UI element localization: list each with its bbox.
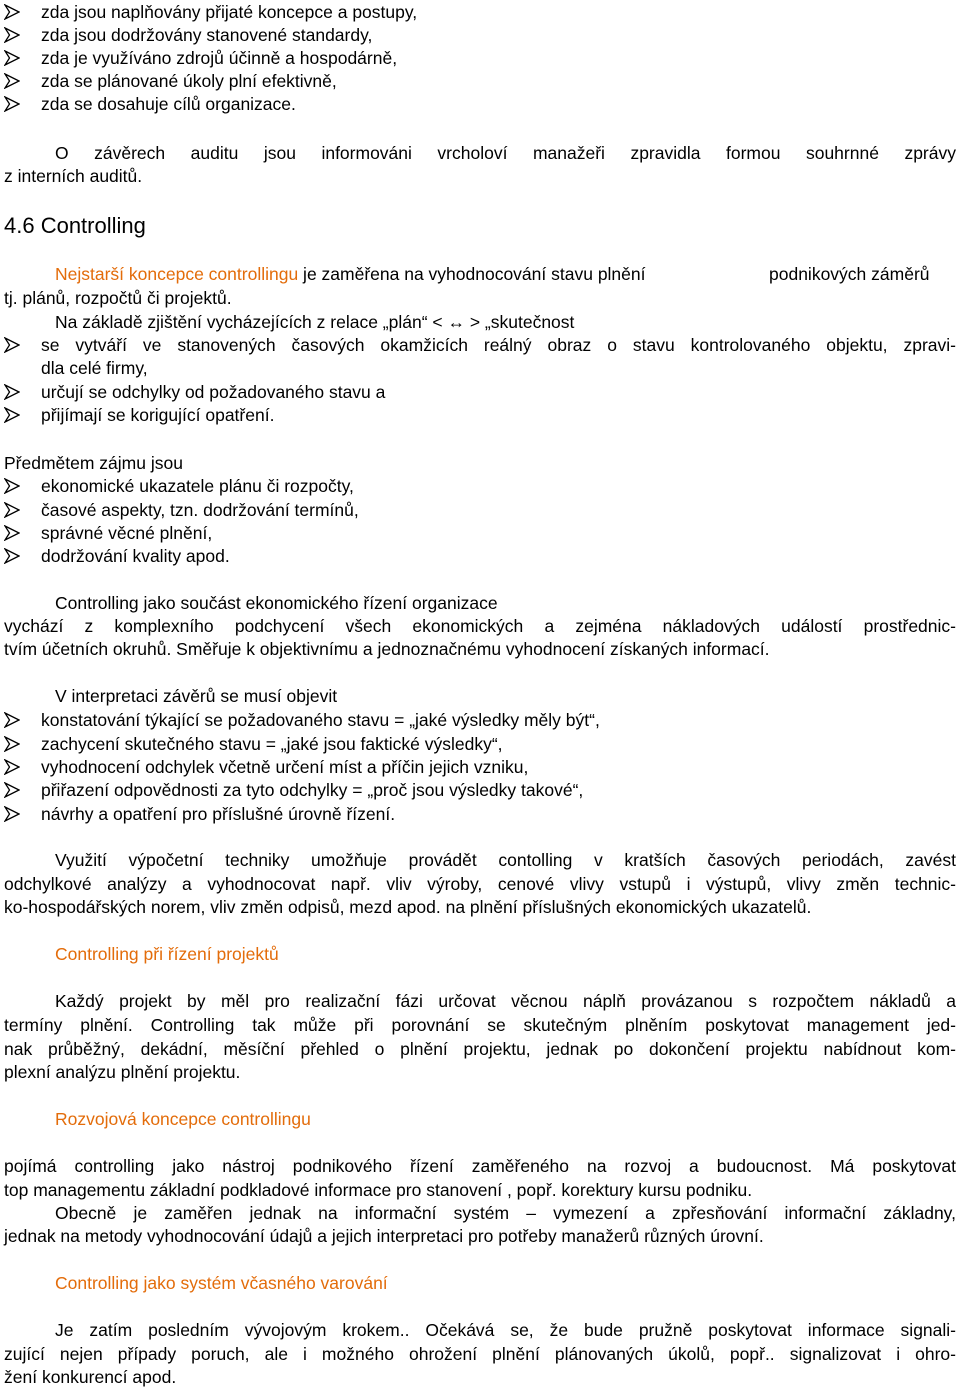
arrow-bullet-icon [4,759,20,775]
list-item: zda se plánované úkoly plní efektivně, [41,71,337,91]
list-item: správné věcné plnění, [41,523,213,543]
list-item: přiřazení odpovědnosti za tyto odchylky = „proč jsou výsledky takové“, [41,780,584,800]
subject-heading: Předmětem zájmu jsou [4,453,183,473]
arrow-bullet-icon [4,407,20,423]
list-item: určují se odchylky od požadovaného stavu a [41,382,386,402]
development-paragraph-line: top managementu základní podkladové informace pro stanovení , popř. korektury kursu podniku. [4,1180,753,1200]
development-heading: Rozvojová koncepce controllingu [55,1109,311,1129]
computing-paragraph-line: Využití výpočetní techniky umožňuje provádět contolling v kratších časových periodách, zavést [55,850,956,870]
arrow-bullet-icon [4,73,20,89]
projects-paragraph-line: Každý projekt by měl pro realizační fázi určovat věcnou náplň provázanou s rozpočtem nákladů a [55,991,956,1011]
list-item: přijímají se korigující opatření. [41,405,275,425]
concept-paragraph-line: Na základě zjištění vycházejících z relace „plán“ < ↔ > „skutečnost [55,312,575,332]
computing-paragraph-line: ko-hospodářských norem, vliv změn odpisů, mezd apod. na plnění příslušných ekonomických ukazatelů. [4,897,812,917]
development-paragraph-line: jednak na metody vyhodnocování údajů a jejich interpretaci pro potřeby manažerů různých úrovní. [4,1226,764,1246]
list-item: zachycení skutečného stavu = „jaké jsou faktické výsledky“, [41,734,503,754]
list-item: konstatování týkající se požadovaného stavu = „jaké výsledky měly být“, [41,710,600,730]
arrow-bullet-icon [4,337,20,353]
projects-paragraph-line: termíny plnění. Controlling tak může při porovnání se skutečným plněním poskytovat management jed- [4,1015,956,1035]
arrow-bullet-icon [4,502,20,518]
concept-paragraph-line [55,266,646,284]
arrow-bullet-icon [4,782,20,798]
arrow-bullet-icon [4,548,20,564]
list-item: zda je využíváno zdrojů účinně a hospodárně, [41,48,398,68]
arrow-bullet-icon [4,736,20,752]
list-item: se vytváří ve stanovených časových okamžicích reálný obraz o stavu kontrolovaného objektu, zpravi- [41,335,956,355]
warning-paragraph-line: Je zatím posledním vývojovým krokem.. Očekává se, že bude pružně poskytovat informace signali- [55,1320,956,1340]
arrow-bullet-icon [4,27,20,43]
arrow-bullet-icon [4,384,20,400]
concept-text: je zaměřena na vyhodnocování stavu plnění [298,264,646,284]
audit-paragraph-line: O závěrech auditu jsou informováni vrcholoví manažeři zpravidla formou souhrnné zprávy [55,143,956,163]
list-item: zda se dosahuje cílů organizace. [41,94,296,114]
concept-text-end: podnikových záměrů [769,264,930,284]
warning-heading: Controlling jako systém včasného varování [55,1273,388,1293]
concept-paragraph-line: tj. plánů, rozpočtů či projektů. [4,288,232,308]
controlling-part-line: tvím účetních okruhů. Směřuje k objektivnímu a jednoznačnému vyhodnocení získaných informací. [4,639,770,659]
audit-paragraph-line: z interních auditů. [4,166,143,186]
arrow-bullet-icon [4,50,20,66]
arrow-bullet-icon [4,478,20,494]
list-item: zda jsou naplňovány přijaté koncepce a postupy, [41,2,418,22]
concept-highlight: Nejstarší koncepce controllingu [55,264,299,284]
computing-paragraph-line: odchylkové analýzy a vyhodnocovat např. vliv výroby, cenové vlivy vstupů i výstupů, vlivy změn technic- [4,874,956,894]
controlling-part-heading: Controlling jako součást ekonomického řízení organizace [55,593,498,613]
list-item: dodržování kvality apod. [41,546,230,566]
arrow-bullet-icon [4,712,20,728]
projects-paragraph-line: plexní analýzu plnění projektu. [4,1062,241,1082]
controlling-part-line: vychází z komplexního podchycení všech ekonomických a zejména nákladových událostí prostřednic- [4,616,956,636]
list-item-continuation: dla celé firmy, [41,358,148,378]
projects-heading: Controlling při řízení projektů [55,944,279,964]
development-paragraph-line: pojímá controlling jako nástroj podnikového řízení zaměřeného na rozvoj a budoucnost. Má poskytovat [4,1156,956,1176]
section-heading: 4.6 Controlling [4,213,146,238]
arrow-bullet-icon [4,525,20,541]
arrow-bullet-icon [4,4,20,20]
list-item: ekonomické ukazatele plánu či rozpočty, [41,476,354,496]
list-item: vyhodnocení odchylek včetně určení míst a příčin jejich vzniku, [41,757,529,777]
arrow-bullet-icon [4,806,20,822]
list-item: zda jsou dodržovány stanovené standardy, [41,25,373,45]
arrow-bullet-icon [4,96,20,112]
projects-paragraph-line: nak průběžný, dekádní, měsíční přehled o plnění projektu, jednak po dokončení projektu nabídnout kom- [4,1039,956,1059]
list-item: časové aspekty, tzn. dodržování termínů, [41,500,359,520]
warning-paragraph-line: žení konkurencí apod. [4,1367,177,1387]
development-paragraph-line: Obecně je zaměřen jednak na informační systém – vymezení a zpřesňování informační základny, [55,1203,956,1223]
list-item: návrhy a opatření pro příslušné úrovně řízení. [41,804,396,824]
interpretation-heading: V interpretaci závěrů se musí objevit [55,686,338,706]
warning-paragraph-line: zující nejen případy poruch, ale i možného ohrožení plnění plánovaných úkolů, popř.. signalizovat i ohro- [4,1344,956,1364]
